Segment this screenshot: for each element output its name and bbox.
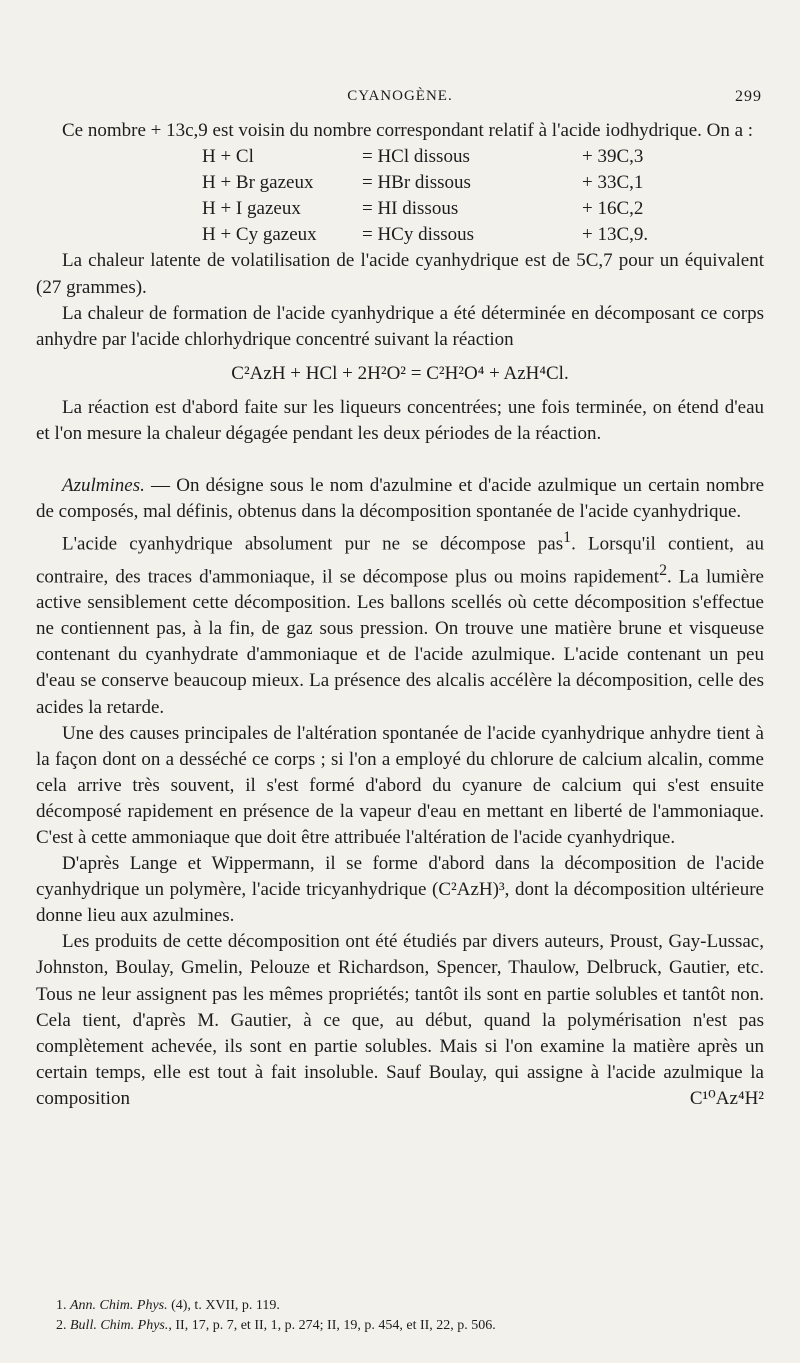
paragraph-5-text: — On désigne sous le nom d'azulmine et d'acide azulmique un certain nombre de composés, mal définis, obtenus dans la décomposition spontanée de l'acide cyanhydrique. <box>36 475 764 523</box>
equation-product: = HI dissous <box>362 198 459 220</box>
paragraph-9: Les produits de cette décomposition ont été étudiés par divers auteurs, Proust, Gay-Lussac, Johnston, Boulay, Gmelin, Pelouze et Richardson, Spencer, Thaulow, Delbruck, Gautier, etc. Tous ne leur assignent pas les mêmes propriétés; tantôt ils sont en partie solubles et tantôt non. Cela tient, d'après M. Gautier, à ce que, au début, quand la polymérisation n'est pas complètement achevée, ils sont en partie solubles. Mais si l'on examine la matière après un certain temps, elle est tout à fait insoluble. Sauf Boulay, qui assigne à l'acide azulmique la composition C¹⁰Az⁴H² <box>36 931 764 1109</box>
equation-heat: + 39C,3 <box>582 146 644 168</box>
footnote-source: Ann. Chim. Phys. <box>70 1298 168 1313</box>
paragraph-6-text-c: . La lumière active sensiblement cette décomposition. Les ballons scellés où cette décomposition s'effectue ne contiennent pas, à la fin, de gaz sous pression. On trouve une matière brune et visqueuse contenant du cyanhydrate d'ammoniaque et de l'acide azulmique. L'acide contenant un peu d'eau se conserve beaucoup mieux. La présence des alcalis accélère la décomposition, celle des acides la retarde. <box>36 566 764 718</box>
heat-of-formation-equations <box>202 144 648 248</box>
equation-product: = HCy dissous <box>362 224 475 246</box>
paragraph-6 <box>36 525 764 720</box>
equation-heat: + 16C,2 <box>582 198 644 220</box>
running-title: CYANOGÈNE. <box>347 88 453 104</box>
equation-product: = HCl dissous <box>362 146 470 168</box>
equation-heat: + 33C,1 <box>582 172 644 194</box>
paragraph-4: La réaction est d'abord faite sur les liqueurs concentrées; une fois terminée, on étend d'eau et l'on mesure la chaleur dégagée pendant les deux périodes de la réaction. <box>36 396 764 445</box>
equation-lhs: H + Cy gazeux <box>202 224 317 246</box>
footnote-details: , II, 17, p. 7, et II, 1, p. 274; II, 19, p. 454, et II, 22, p. 506. <box>168 1318 496 1333</box>
footnote-number: 1. <box>56 1298 67 1313</box>
footnote-number: 2. <box>56 1318 67 1333</box>
page-header <box>36 88 764 110</box>
reaction-formula: C²AzH + HCl + 2H²O² = C²H²O⁴ + AzH⁴Cl. <box>231 362 569 384</box>
main-text <box>36 118 764 1112</box>
footnote-details: (4), t. XVII, p. 119. <box>167 1298 280 1313</box>
footnote-1 <box>56 1296 764 1316</box>
section-title-azulmines: Azulmines. <box>62 475 145 497</box>
footnotes <box>56 1296 764 1336</box>
paragraph-6-text-a: L'acide cyanhydrique absolument pur ne se décompose pas <box>62 533 564 555</box>
equation-lhs: H + I gazeux <box>202 198 301 220</box>
paragraph-7: Une des causes principales de l'altération spontanée de l'acide cyanhydrique anhydre tient à la façon dont on a desséché ce corps ; si l'on a employé du chlorure de calcium alcalin, comme cela arrive très souvent, il s'est formé d'abord du cyanure de calcium qui s'est ensuite décomposé rapidement en présence de la vapeur d'eau en mettant en liberté de l'ammoniaque. C'est à cette ammoniaque que doit être attribuée l'altération de l'acide cyanhydrique. <box>36 722 764 848</box>
equation-row <box>202 196 648 222</box>
paragraph-2: La chaleur latente de volatilisation de l'acide cyanhydrique est de 5C,7 pour un équivalent (27 grammes). <box>36 250 764 298</box>
footnote-2 <box>56 1316 764 1336</box>
page-number: 299 <box>735 88 762 105</box>
paragraph-3: La chaleur de formation de l'acide cyanhydrique a été déterminée en décomposant ce corps anhydre par l'acide chlorhydrique concentré suivant la réaction <box>36 302 764 350</box>
equation-product: = HBr dissous <box>362 172 471 194</box>
paragraph-8: D'après Lange et Wippermann, il se forme d'abord dans la décomposition de l'acide cyanhydrique un polymère, l'acide tricyanhydrique (C²AzH)³, dont la décomposition ultérieure donne lieu aux azulmines. <box>36 853 764 927</box>
equation-heat: + 13C,9. <box>582 224 649 246</box>
equation-row <box>202 222 648 248</box>
paragraph-1: Ce nombre + 13c,9 est voisin du nombre correspondant relatif à l'acide iodhydrique. On a : <box>62 120 754 141</box>
equation-lhs: H + Cl <box>202 146 254 168</box>
equation-row <box>202 144 648 170</box>
footnote-ref-1: 1 <box>563 529 572 547</box>
footnote-source: Bull. Chim. Phys. <box>70 1318 169 1333</box>
paragraph-6-text-b: . Lorsqu'il contient, au contraire, des traces d'ammoniaque, il se décompose plus ou moins rapidement <box>36 533 764 588</box>
paragraph-5 <box>36 473 764 525</box>
equation-row <box>202 170 648 196</box>
footnote-ref-2: 2 <box>659 561 667 579</box>
equation-lhs: H + Br gazeux <box>202 172 314 194</box>
